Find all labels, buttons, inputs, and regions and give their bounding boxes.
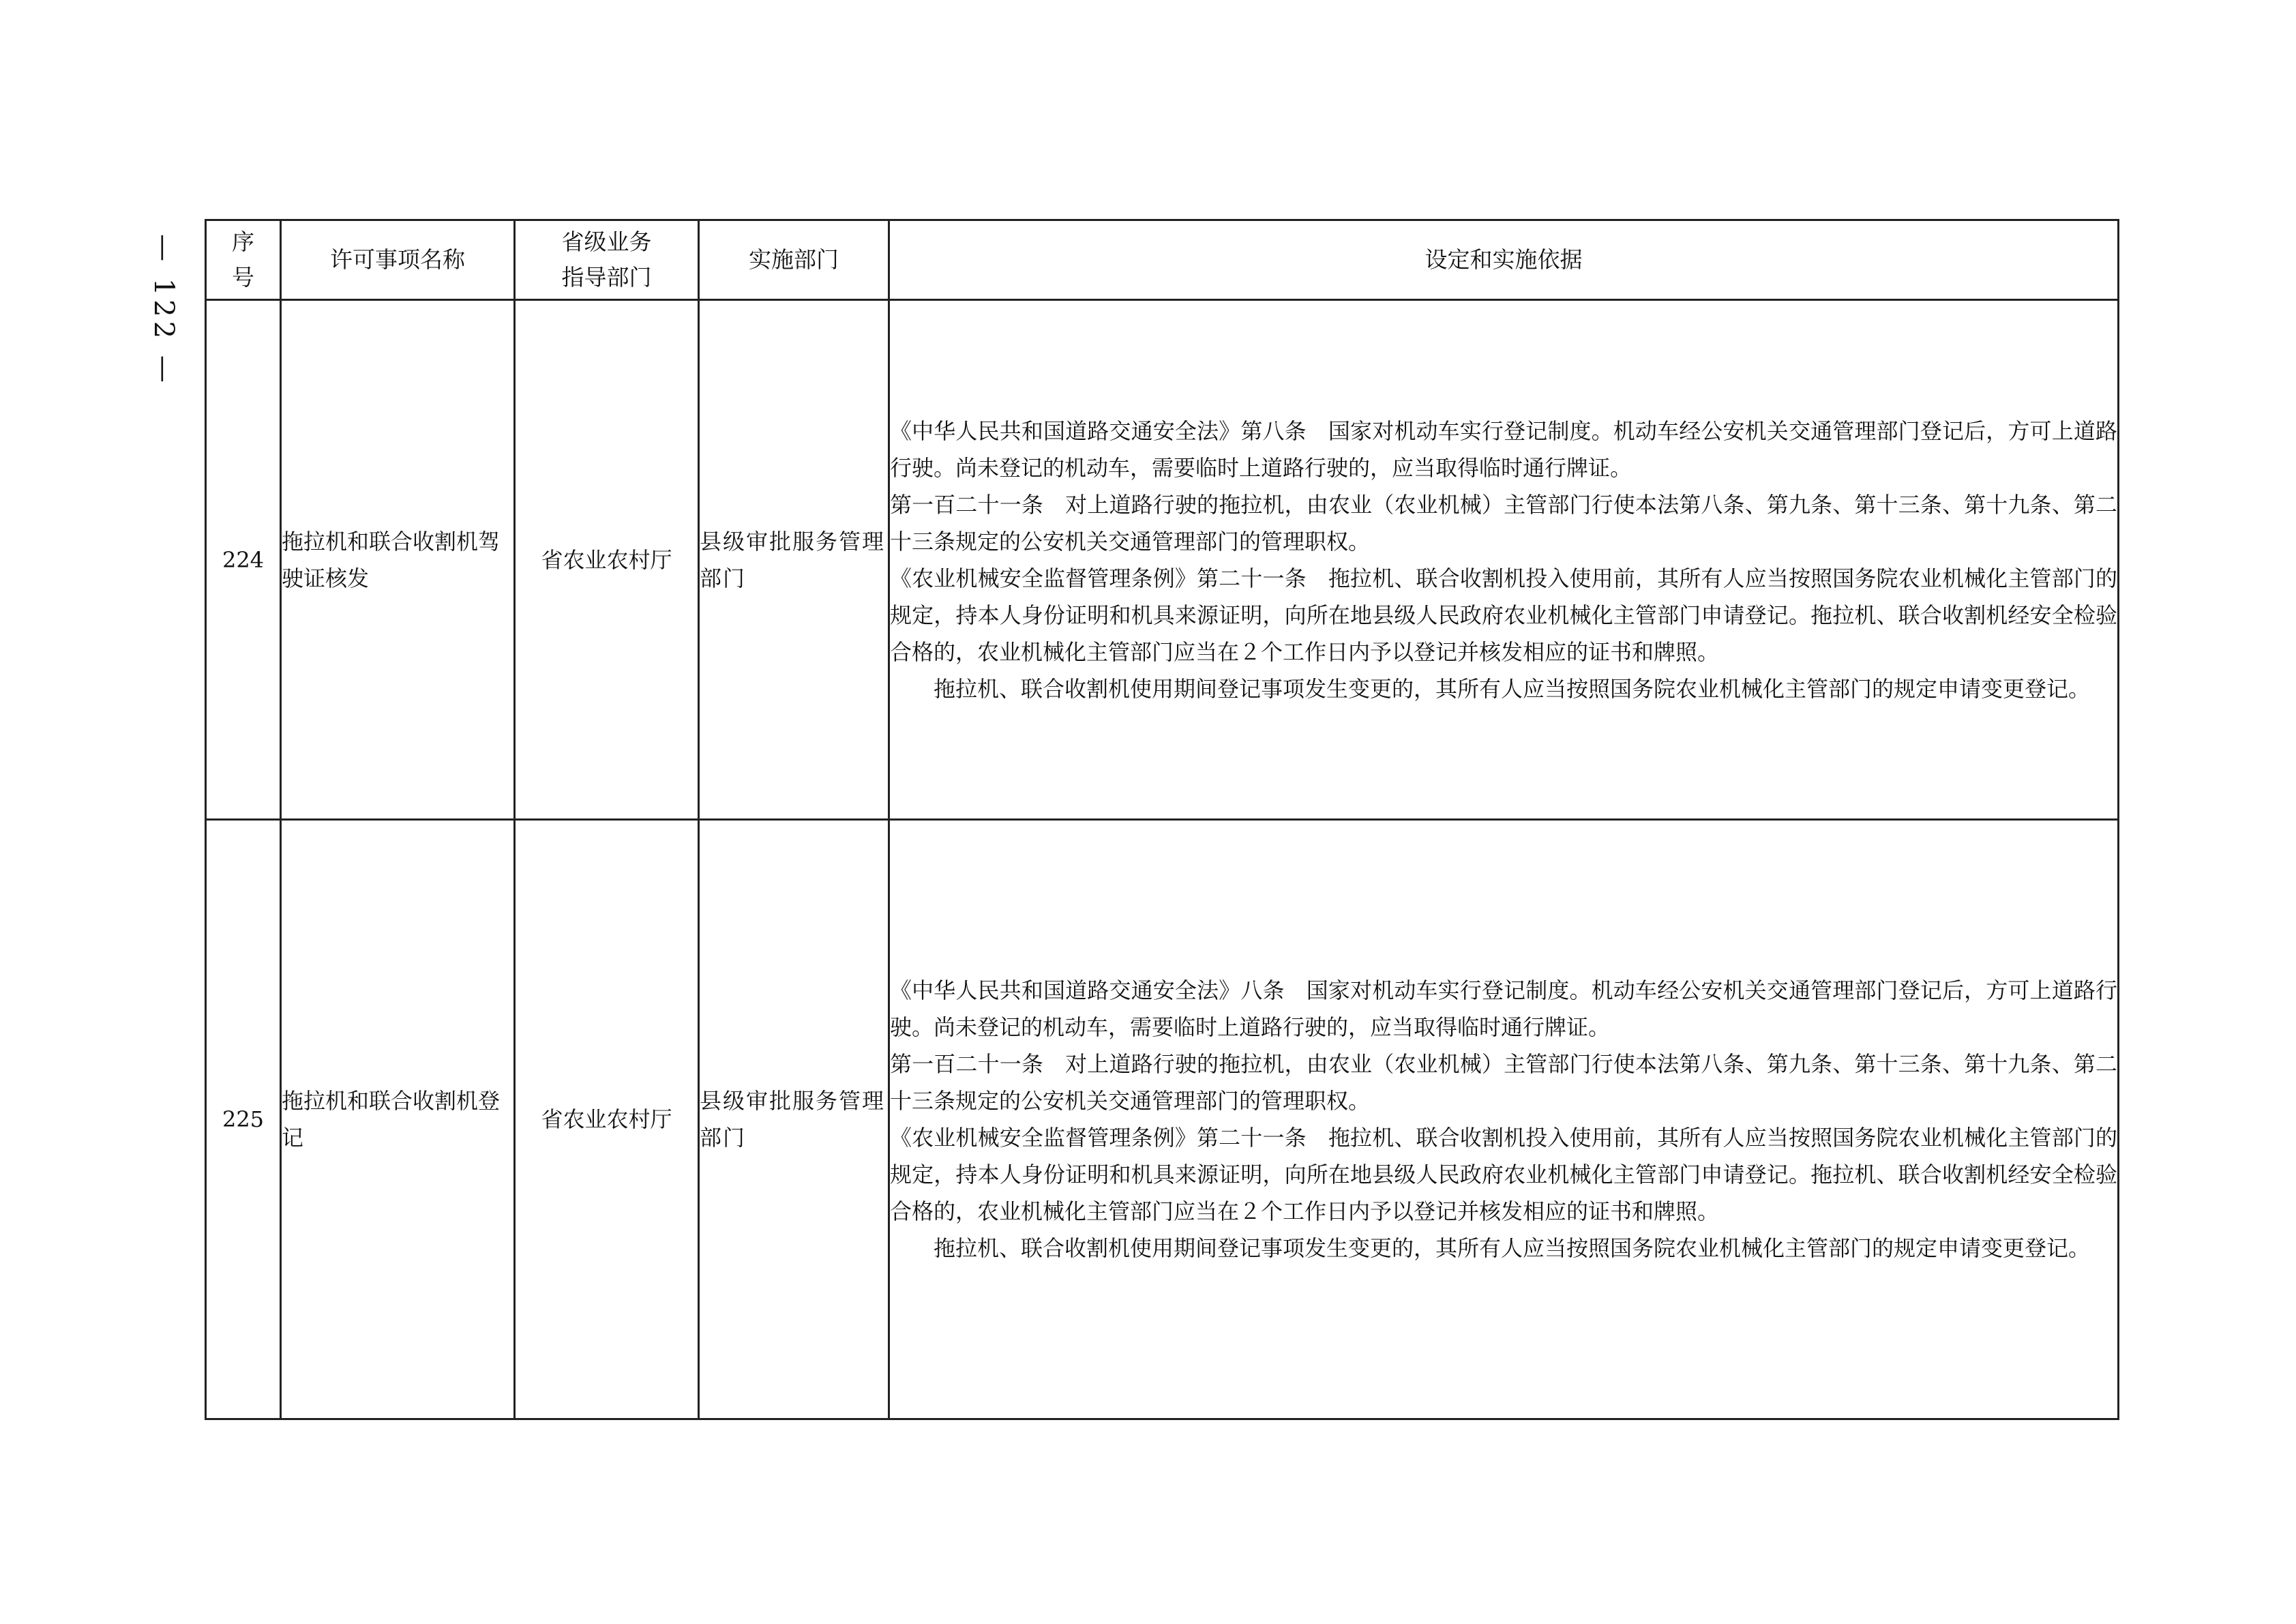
row-basis <box>889 300 2119 820</box>
permit-table <box>205 219 2119 1420</box>
page-number <box>136 218 191 402</box>
header-basis: 设定和实施依据 <box>889 220 2119 300</box>
basis-paragraph: 第一百二十一条 对上道路行驶的拖拉机，由农业（农业机械）主管部门行使本法第八条、第九条、第十三条、第十九条、第二十三条规定的公安机关交通管理部门的管理职权。 <box>890 1051 2117 1114</box>
basis-paragraph: 《农业机械安全监督管理条例》第二十一条 拖拉机、联合收割机投入使用前，其所有人应当按照国务院农业机械化主管部门的规定，持本人身份证明和机具来源证明，向所在地县级人民政府农业机械化主管部门申请登记。拖拉机、联合收割机经安全检验合格的，农业机械化主管部门应当在２个工作日内予以登记并核发相应的证书和牌照。 <box>890 1125 2117 1224</box>
basis-paragraph: 《中华人民共和国道路交通安全法》八条 国家对机动车实行登记制度。机动车经公安机关交通管理部门登记后，方可上道路行驶。尚未登记的机动车，需要临时上道路行驶的，应当取得临时通行牌证。 <box>890 977 2117 1040</box>
basis-paragraph: 拖拉机、联合收割机使用期间登记事项发生变更的，其所有人应当按照国务院农业机械化主管部门的规定申请变更登记。 <box>934 675 2091 702</box>
header-dept: 省级业务 指导部门 <box>515 220 699 300</box>
table-header-row <box>206 220 2119 300</box>
row-impl: 县级审批服务管理部门 <box>699 300 889 820</box>
row-seq: 225 <box>206 820 281 1419</box>
row-name: 拖拉机和联合收割机驾驶证核发 <box>281 300 515 820</box>
table-row <box>206 300 2119 820</box>
header-seq: 序 号 <box>206 220 281 300</box>
row-seq: 224 <box>206 300 281 820</box>
page-number-text: — 122 — <box>148 234 179 387</box>
header-name: 许可事项名称 <box>281 220 515 300</box>
row-dept: 省农业农村厅 <box>515 300 699 820</box>
basis-paragraph: 《中华人民共和国道路交通安全法》第八条 国家对机动车实行登记制度。机动车经公安机关交通管理部门登记后，方可上道路行驶。尚未登记的机动车，需要临时上道路行驶的，应当取得临时通行牌证。 <box>890 417 2117 481</box>
basis-paragraph: 拖拉机、联合收割机使用期间登记事项发生变更的，其所有人应当按照国务院农业机械化主管部门的规定申请变更登记。 <box>934 1235 2091 1261</box>
row-impl: 县级审批服务管理部门 <box>699 820 889 1419</box>
row-name: 拖拉机和联合收割机登记 <box>281 820 515 1419</box>
row-dept: 省农业农村厅 <box>515 820 699 1419</box>
basis-paragraph: 《农业机械安全监督管理条例》第二十一条 拖拉机、联合收割机投入使用前，其所有人应当按照国务院农业机械化主管部门的规定，持本人身份证明和机具来源证明，向所在地县级人民政府农业机械化主管部门申请登记。拖拉机、联合收割机经安全检验合格的，农业机械化主管部门应当在２个工作日内予以登记并核发相应的证书和牌照。 <box>890 565 2117 665</box>
basis-paragraph: 第一百二十一条 对上道路行驶的拖拉机，由农业（农业机械）主管部门行使本法第八条、第九条、第十三条、第十九条、第二十三条规定的公安机关交通管理部门的管理职权。 <box>890 491 2117 555</box>
table-row <box>206 820 2119 1419</box>
row-basis <box>889 820 2119 1419</box>
header-impl: 实施部门 <box>699 220 889 300</box>
